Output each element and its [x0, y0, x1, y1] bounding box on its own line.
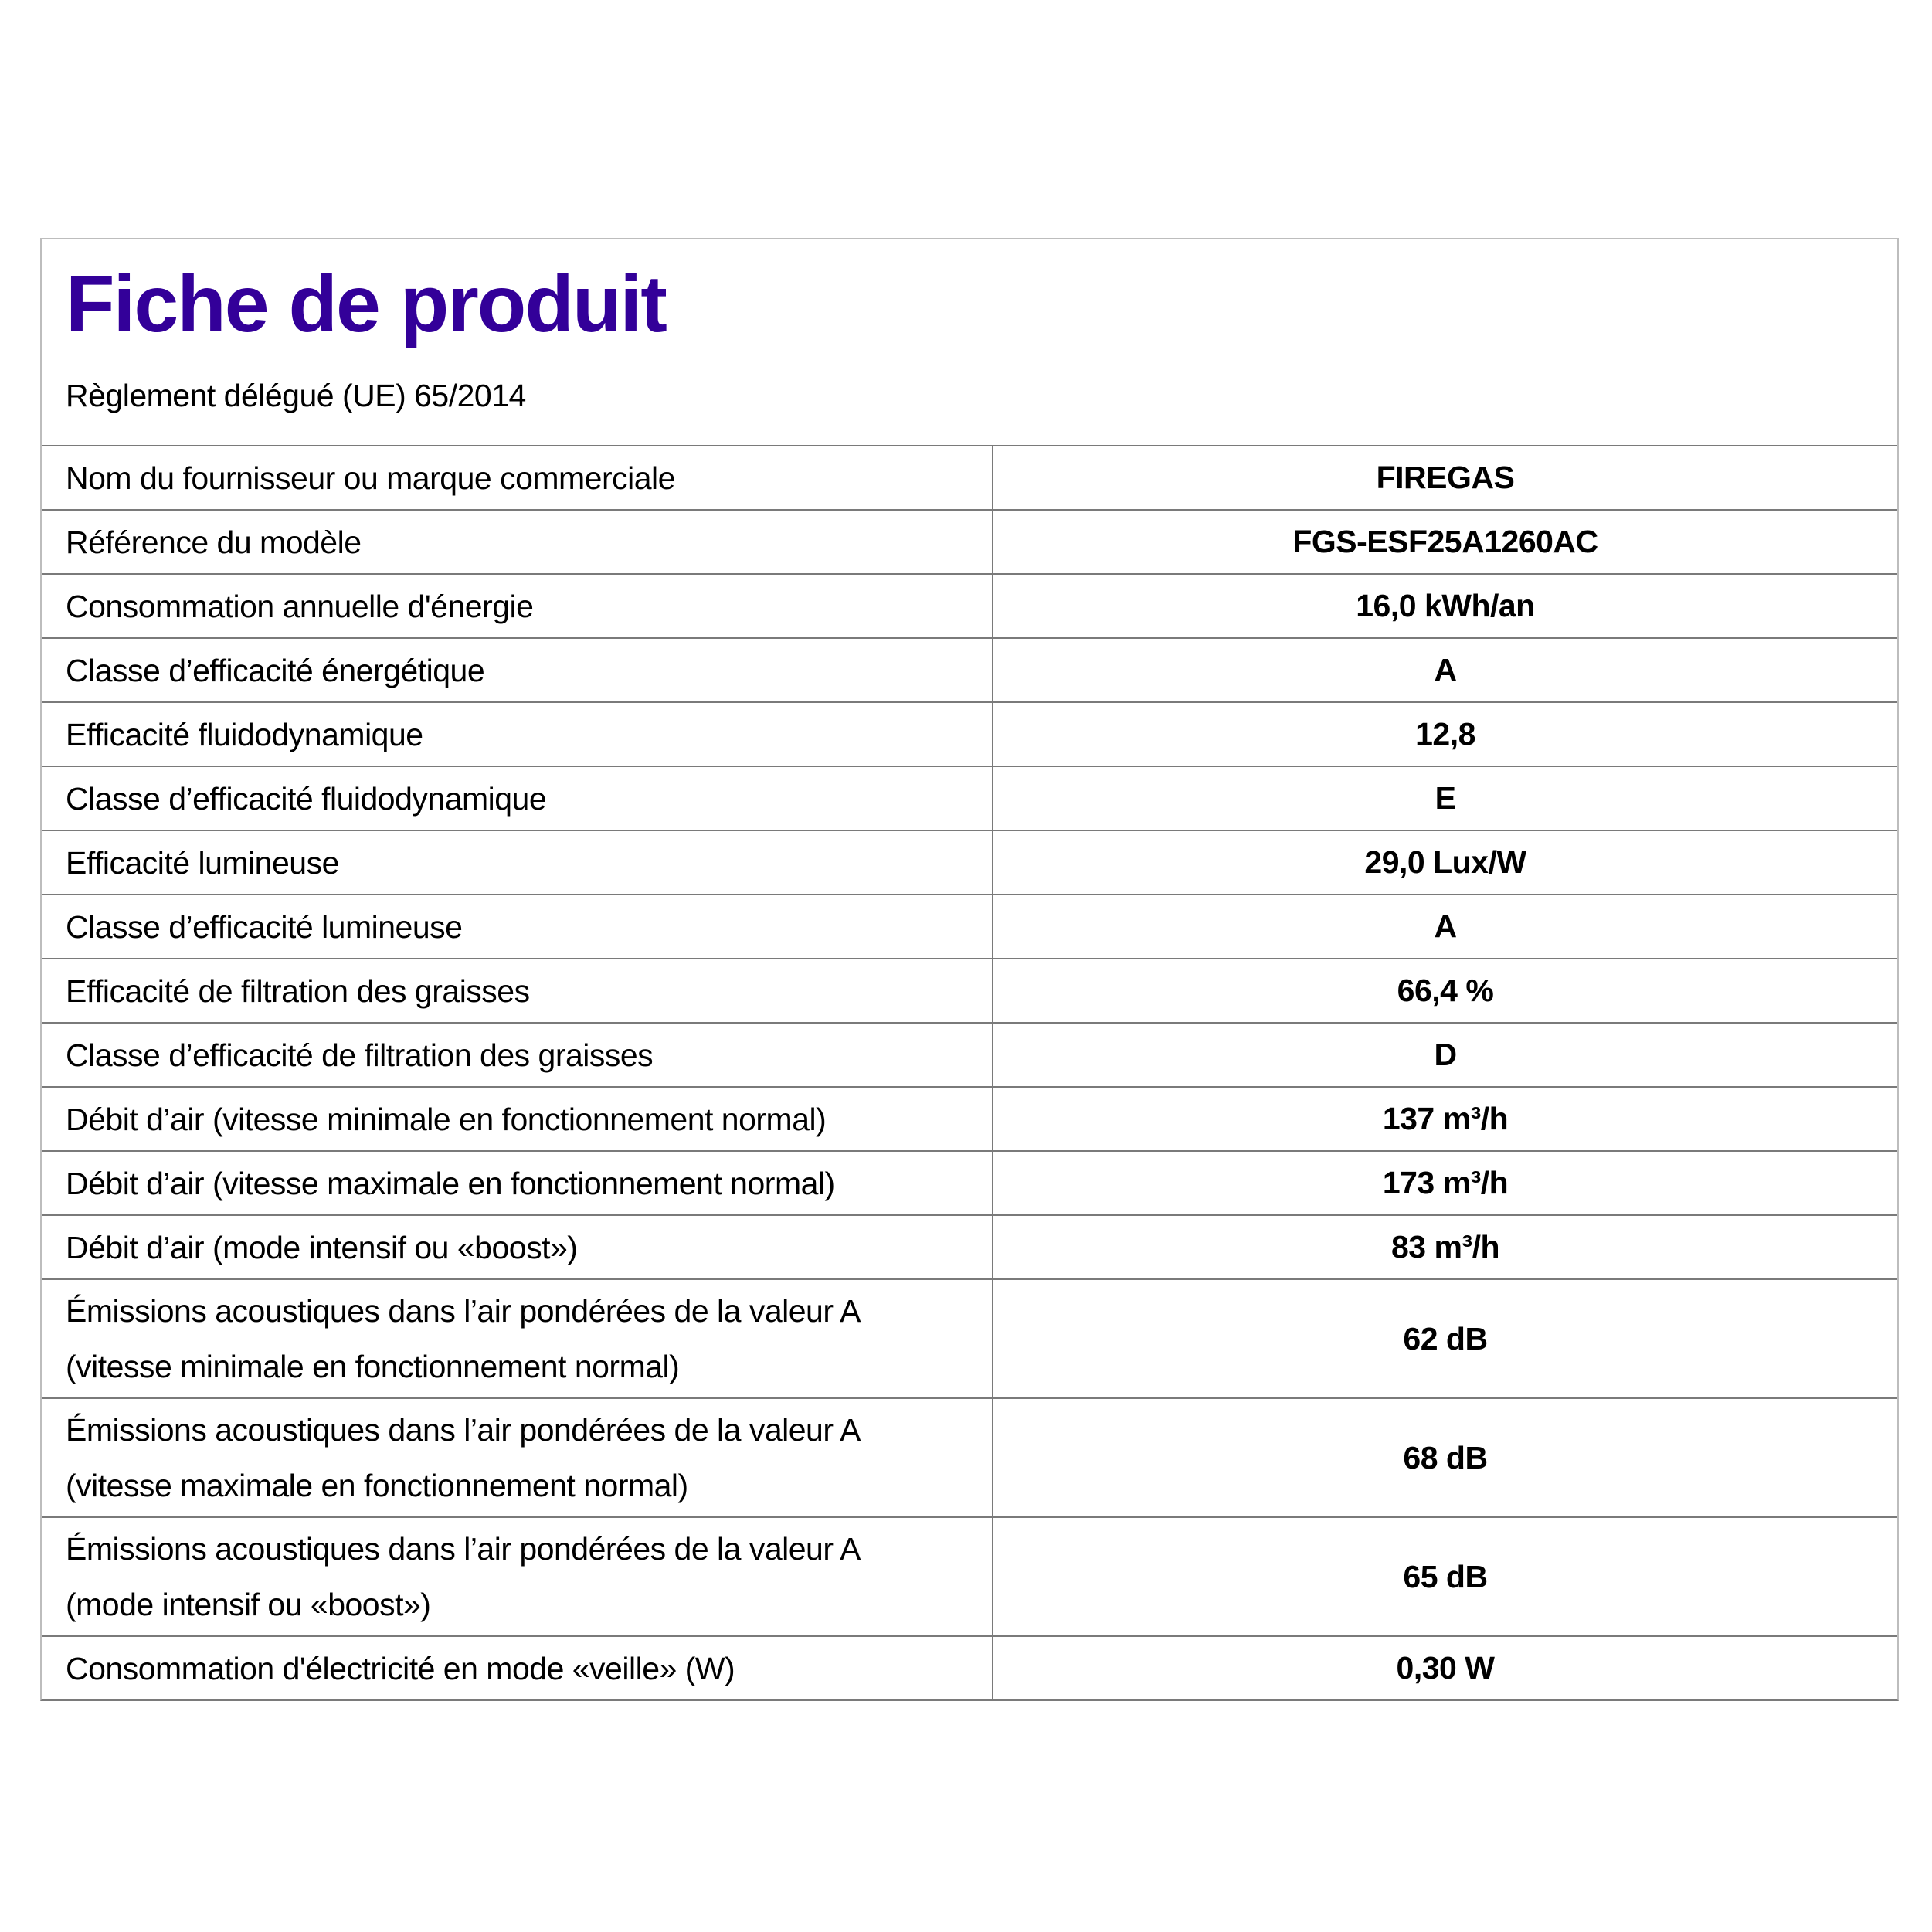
table-row: [42, 1151, 1897, 1215]
row-label: [42, 1398, 993, 1517]
product-sheet: [40, 238, 1899, 1701]
row-label-line2: (vitesse minimale en fonctionnement normal): [66, 1349, 680, 1384]
row-value: D: [993, 1023, 1897, 1087]
row-label: Efficacité fluidodynamique: [42, 702, 993, 766]
page-title: Fiche de produit: [66, 260, 666, 349]
row-value: 12,8: [993, 702, 1897, 766]
row-label: Référence du modèle: [42, 510, 993, 574]
sheet-header: [42, 239, 1897, 446]
row-label-line1: Émissions acoustiques dans l’air pondérées de la valeur A: [66, 1293, 861, 1329]
table-row: [42, 895, 1897, 959]
table-row: [42, 702, 1897, 766]
row-value: 66,4 %: [993, 959, 1897, 1023]
row-value: A: [993, 638, 1897, 702]
table-row: [42, 446, 1897, 510]
row-value: 83 m³/h: [993, 1215, 1897, 1279]
table-row: [42, 638, 1897, 702]
row-label: Classe d’efficacité énergétique: [42, 638, 993, 702]
row-label-line1: Émissions acoustiques dans l’air pondérées de la valeur A: [66, 1412, 861, 1448]
table-row: [42, 830, 1897, 895]
row-label-line2: (mode intensif ou «boost»): [66, 1587, 431, 1622]
row-value: 29,0 Lux/W: [993, 830, 1897, 895]
table-row: [42, 1279, 1897, 1398]
row-label-line2: (vitesse maximale en fonctionnement normal): [66, 1468, 688, 1503]
row-value: 0,30 W: [993, 1636, 1897, 1699]
row-value: 16,0 kWh/an: [993, 574, 1897, 638]
table-row: [42, 1636, 1897, 1699]
regulation-subtitle: Règlement délégué (UE) 65/2014: [66, 378, 526, 413]
row-value: FGS-ESF25A1260AC: [993, 510, 1897, 574]
table-row: [42, 1517, 1897, 1636]
row-label: Consommation d'électricité en mode «veille» (W): [42, 1636, 993, 1699]
row-label: Efficacité de filtration des graisses: [42, 959, 993, 1023]
row-value: A: [993, 895, 1897, 959]
product-specs-table: [42, 446, 1897, 1699]
row-label: Consommation annuelle d'énergie: [42, 574, 993, 638]
row-label: Classe d’efficacité de filtration des graisses: [42, 1023, 993, 1087]
row-label: Classe d’efficacité lumineuse: [42, 895, 993, 959]
row-value: E: [993, 766, 1897, 830]
row-label: Débit d’air (vitesse maximale en fonctionnement normal): [42, 1151, 993, 1215]
table-row: [42, 1087, 1897, 1151]
row-label: Nom du fournisseur ou marque commerciale: [42, 446, 993, 510]
table-row: [42, 510, 1897, 574]
table-row: [42, 1023, 1897, 1087]
row-value: 65 dB: [993, 1517, 1897, 1636]
row-label: Classe d’efficacité fluidodynamique: [42, 766, 993, 830]
table-row: [42, 766, 1897, 830]
row-value: 137 m³/h: [993, 1087, 1897, 1151]
table-row: [42, 574, 1897, 638]
row-label-line1: Émissions acoustiques dans l’air pondérées de la valeur A: [66, 1531, 861, 1567]
table-row: [42, 1215, 1897, 1279]
table-row: [42, 1398, 1897, 1517]
row-label: Débit d’air (mode intensif ou «boost»): [42, 1215, 993, 1279]
row-label: [42, 1517, 993, 1636]
row-value: 62 dB: [993, 1279, 1897, 1398]
row-value: FIREGAS: [1376, 460, 1515, 495]
row-label: [42, 1279, 993, 1398]
row-value: 173 m³/h: [993, 1151, 1897, 1215]
row-label: Débit d’air (vitesse minimale en fonctionnement normal): [42, 1087, 993, 1151]
row-value: 68 dB: [993, 1398, 1897, 1517]
table-row: [42, 959, 1897, 1023]
row-label: Efficacité lumineuse: [42, 830, 993, 895]
